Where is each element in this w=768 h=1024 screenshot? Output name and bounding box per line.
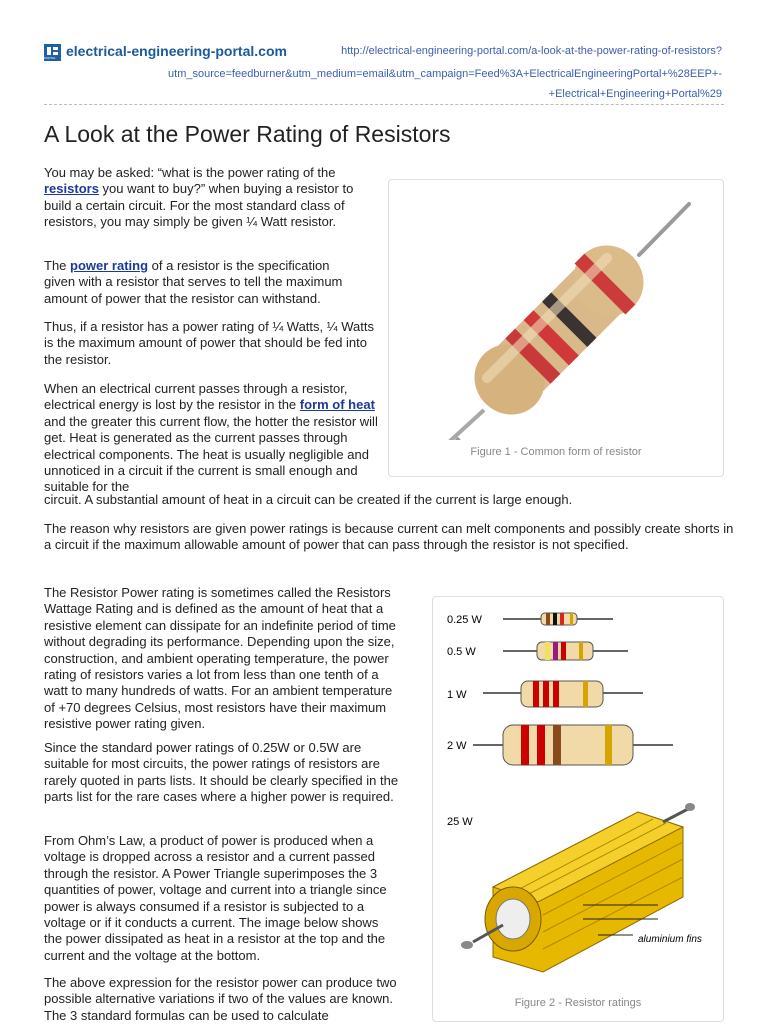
figure-1-caption: Figure 1 - Common form of resistor [470, 446, 642, 458]
paragraph-3: Thus, if a resistor has a power rating of ¼ Watts, ¼ Watts is the maximum amount of power that should be fed into the resistor. [44, 319, 374, 367]
label-2w: 2 W [447, 740, 467, 752]
paragraph-6: The Resistor Power rating is sometimes called the Resistors Wattage Rating and is defined as the amount of heat that a resistive element can dissipate for an indefinite period of time without degrading its performance. Depending upon the size, construction, and ambient operating temperature, the power rating of resistors varies a lot from less than one tenth of a watt to many hundreds of watts. For an ambient temperature of +70 degrees Celsius, most resistors have their maximum resistive power rating given. [44, 585, 396, 732]
page-title: A Look at the Power Rating of Resistors [44, 121, 451, 147]
resistors-link[interactable]: resistors [44, 181, 99, 197]
p4-text-a: When an electrical current passes through a resistor, electrical energy is lost by the resistor in the [44, 381, 348, 413]
p1-text-a: You may be asked: “what is the power rating of the [44, 165, 336, 180]
paragraph-7: Since the standard power ratings of 0.25W or 0.5W are suitable for most circuits, the power ratings of resistors are rarely quoted in parts lists. It should be clearly specified in the parts list for the rare cases where a higher power is required. [44, 740, 399, 805]
portal-logo-icon[interactable] [44, 44, 61, 61]
p4-text-b: and the greater this current flow, the hotter the resistor will get. Heat is generated as the current passes through electrical components. The heat is usually negligible and unnoticed in a circuit if the current is small enough and suitable for the [44, 413, 378, 495]
resistor-photo [389, 180, 723, 440]
figure-1 [388, 179, 724, 477]
paragraph-4 [44, 381, 379, 496]
p2-text-b: of a resistor is the specification given with a resistor that serves to tell the maximum amount of power that the resistor can withstand. [44, 258, 343, 306]
paragraph-5: The reason why resistors are given power ratings is because current can melt components and possibly create shorts in a circuit if the maximum allowable amount of power that can pass through the resistor is not specified. [44, 521, 734, 553]
label-025w: 0.25 W [447, 614, 482, 626]
p2-text-a: The [44, 258, 67, 273]
form-of-heat-link[interactable]: form of heat [299, 397, 375, 413]
paragraph-2 [44, 258, 364, 307]
figure-2-caption: Figure 2 - Resistor ratings [514, 997, 642, 1009]
paragraph-8: From Ohm’s Law, a product of power is produced when a voltage is dropped across a resistor and a current passed through the resistor. A Power Triangle superimposes the 3 quantities of power, voltage and current into a triangle since power is always consumed if a resistor is subjected to a voltage or if it conducts a current. The image below shows the power dissipated as heat in a resistor at the top and the current and the voltage at the bottom. [44, 833, 387, 963]
aluminium-fins-label: aluminium fins [638, 934, 702, 945]
paragraph-9: The above expression for the resistor power can produce two possible alternative variations if two of the values are known. The 3 standard formulas can be used to calculate [44, 975, 397, 1023]
source-url-line-1[interactable]: http://electrical-engineering-portal.com/a-look-at-the-power-rating-of-resistors? [341, 45, 722, 57]
site-name[interactable]: electrical-engineering-portal.com [66, 43, 287, 59]
figure-2 [432, 596, 724, 1022]
paragraph-4-end: circuit. A substantial amount of heat in a circuit can be created if the current is large enough. [44, 492, 573, 507]
source-url-line-2[interactable]: utm_source=feedburner&utm_medium=email&utm_campaign=Feed%3A+ElectricalEngineeringPortal+%28EEP+- [168, 68, 722, 80]
source-url-line-3[interactable]: +Electrical+Engineering+Portal%29 [548, 88, 722, 100]
logo-text: PORTAL [44, 56, 56, 60]
p1-text-b: you want to buy?” when buying a resistor to build a certain circuit. For the most standard class of resistors, you may simply be given ¼ Watt resistor. [44, 181, 354, 230]
aluminium-housed-resistor [461, 803, 695, 972]
label-1w: 1 W [447, 689, 467, 701]
label-05w: 0.5 W [447, 646, 476, 658]
paragraph-1 [44, 165, 374, 231]
resistor-ratings-diagram [433, 597, 723, 987]
power-rating-link[interactable]: power rating [70, 258, 149, 273]
header-divider [44, 104, 724, 105]
label-25w: 25 W [447, 816, 473, 828]
